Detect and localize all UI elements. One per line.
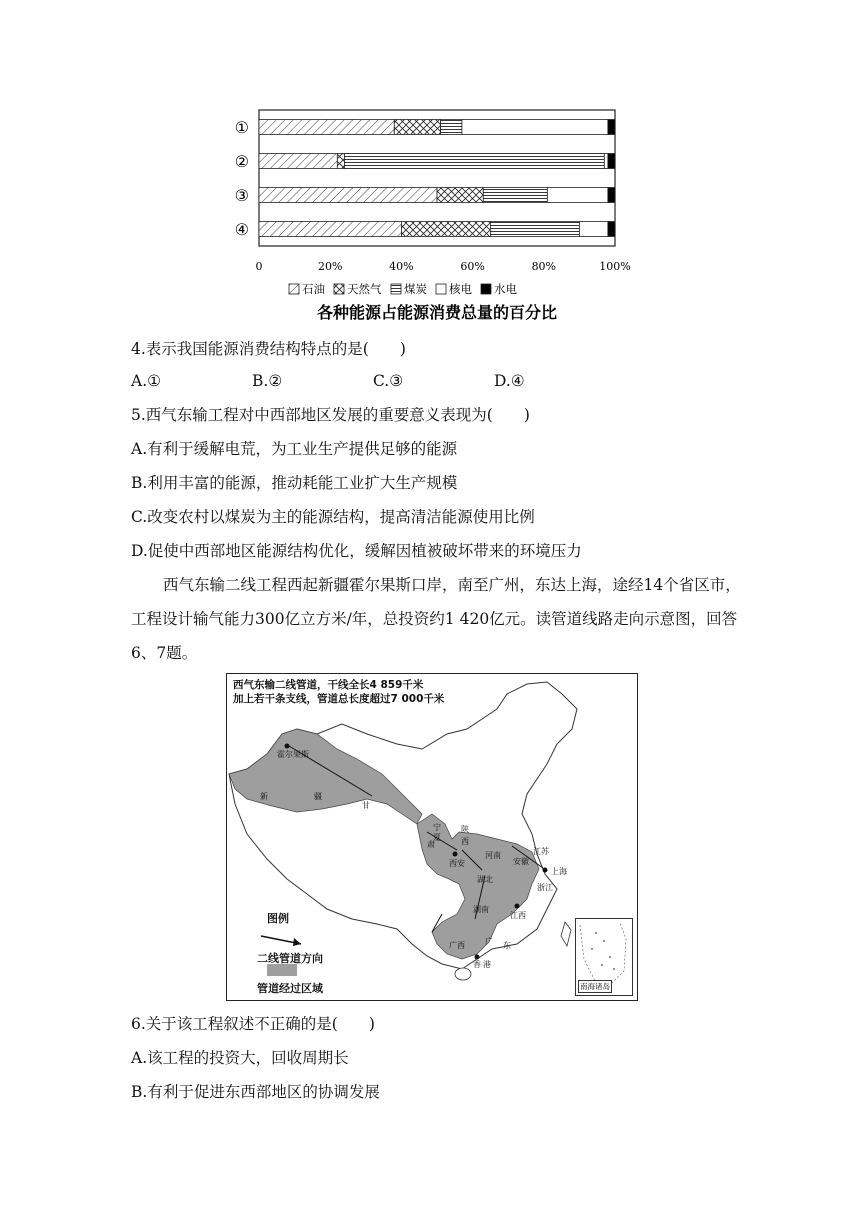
chart-bar-segment-5 bbox=[608, 120, 615, 135]
label-henan: 河南 bbox=[485, 851, 501, 860]
map-legend-area-label: 管道经过区域 bbox=[257, 982, 323, 995]
label-xiang: 香 bbox=[473, 960, 481, 969]
label-jiang: 疆 bbox=[314, 792, 322, 801]
label-hunan: 湖南 bbox=[473, 905, 489, 914]
chart-bar-segment-2 bbox=[401, 222, 490, 237]
question-4-stem: 4.表示我国能源消费结构特点的是( ) bbox=[131, 340, 406, 358]
chart-title: 各种能源占能源消费总量的百分比 bbox=[316, 303, 558, 322]
chart-legend-label: 石油 bbox=[302, 282, 325, 296]
chart-bar-segment-4 bbox=[579, 222, 607, 237]
inset-label: 南海诸岛 bbox=[580, 982, 610, 991]
chart-svg bbox=[224, 104, 644, 326]
chart-x-tick-label: 60% bbox=[460, 260, 485, 273]
label-huoerguosi: 霍尔果斯 bbox=[277, 750, 309, 759]
question-4-option-b[interactable]: B.② bbox=[252, 372, 283, 390]
question-5-option-a[interactable]: A.有利于缓解电荒，为工业生产提供足够的能源 bbox=[131, 440, 458, 458]
question-4-option-d[interactable]: D.④ bbox=[494, 372, 525, 390]
chart-x-tick-label: 20% bbox=[317, 260, 343, 273]
question-5-option-c[interactable]: C.改变农村以煤炭为主的能源结构，提高清洁能源使用比例 bbox=[131, 508, 535, 526]
label-anhui: 安徽 bbox=[513, 857, 529, 866]
chart-bar-segment-5 bbox=[608, 188, 615, 203]
chart-legend-swatch bbox=[391, 284, 401, 294]
chart-bar-segment-1 bbox=[259, 154, 337, 169]
chart-bar-segment-2 bbox=[437, 188, 483, 203]
label-shaan: 陕 bbox=[461, 825, 469, 834]
chart-legend-label: 煤炭 bbox=[404, 282, 427, 296]
question-5-option-b[interactable]: B.利用丰富的能源，推动耗能工业扩大生产规模 bbox=[131, 474, 458, 492]
chart-bar-segment-3 bbox=[483, 188, 547, 203]
label-xi: 西 bbox=[461, 837, 469, 846]
question-6-stem: 6.关于该工程叙述不正确的是( ) bbox=[131, 1015, 375, 1033]
label-xian: 西安 bbox=[449, 859, 465, 868]
chart-legend-label: 水电 bbox=[494, 282, 517, 296]
chart-legend-swatch bbox=[289, 284, 299, 294]
south-china-sea-inset bbox=[575, 918, 633, 996]
question-4-option-c[interactable]: C.③ bbox=[373, 372, 404, 390]
question-5-option-d[interactable]: D.促使中西部地区能源结构优化，缓解因植被破坏带来的环境压力 bbox=[131, 542, 582, 560]
chart-category-label: ① bbox=[234, 118, 249, 137]
chart-bar-segment-5 bbox=[608, 154, 615, 169]
map-title-line-2: 加上若干条支线，管道总长度超过7 000千米 bbox=[233, 693, 445, 705]
label-guangxi: 广西 bbox=[449, 941, 465, 950]
chart-legend-swatch bbox=[436, 284, 446, 294]
question-6-option-b[interactable]: B.有利于促进东西部地区的协调发展 bbox=[131, 1083, 380, 1101]
chart-category-label: ④ bbox=[234, 220, 249, 239]
label-su: 肃 bbox=[427, 840, 435, 849]
chart-bar-segment-4 bbox=[547, 188, 608, 203]
map-title-line-1: 西气东输二线管道，干线全长4 859千米 bbox=[233, 679, 424, 691]
label-guang: 广 bbox=[485, 937, 493, 946]
map-legend-title: 图例 bbox=[267, 912, 289, 925]
label-ning: 宁 bbox=[433, 823, 441, 832]
taiwan-island bbox=[561, 922, 571, 946]
label-gang: 港 bbox=[483, 960, 491, 969]
label-jiangsu: 江苏 bbox=[533, 847, 549, 856]
chart-bar-segment-1 bbox=[259, 188, 437, 203]
label-xia: 夏 bbox=[433, 833, 441, 842]
question-4-option-a[interactable]: A.① bbox=[131, 372, 162, 390]
label-hubei: 湖北 bbox=[477, 875, 493, 884]
chart-bar-segment-5 bbox=[608, 222, 615, 237]
chart-bar-segment-3 bbox=[441, 120, 462, 135]
chart-x-tick-label: 80% bbox=[531, 260, 557, 273]
chart-x-tick-label: 100% bbox=[599, 260, 631, 273]
energy-consumption-chart bbox=[224, 104, 644, 326]
label-gan: 甘 bbox=[362, 801, 370, 810]
reading-passage: 西气东输二线工程西起新疆霍尔果斯口岸，南至广州，东达上海，途经14个省区市，工程设计输气能力300亿立方米/年，总投资约1 420亿元。读管道线路走向示意图，回答6、7题。 bbox=[131, 576, 741, 662]
chart-bar-segment-1 bbox=[259, 120, 394, 135]
chart-bar-segment-3 bbox=[490, 222, 579, 237]
chart-bar-segment-2 bbox=[394, 120, 440, 135]
label-shanghai: 上海 bbox=[551, 867, 567, 876]
chart-legend-label: 核电 bbox=[449, 282, 472, 296]
chart-bar-segment-3 bbox=[344, 154, 604, 169]
chart-category-label: ③ bbox=[234, 186, 249, 205]
hainan-island bbox=[455, 968, 471, 980]
label-zhejiang: 浙江 bbox=[537, 883, 553, 892]
pipeline-map bbox=[226, 673, 638, 1001]
chart-category-label: ② bbox=[234, 152, 249, 171]
question-6-option-a[interactable]: A.该工程的投资大，回收周期长 bbox=[131, 1049, 349, 1067]
chart-legend-label: 天然气 bbox=[347, 282, 382, 296]
chart-bar-segment-1 bbox=[259, 222, 401, 237]
chart-x-tick-label: 0 bbox=[255, 260, 263, 273]
chart-bar-segment-4 bbox=[462, 120, 608, 135]
label-jiangxi: 江西 bbox=[510, 911, 526, 920]
label-dong: 东 bbox=[503, 941, 511, 950]
chart-bar-segment-4 bbox=[604, 154, 608, 169]
chart-legend-swatch bbox=[334, 284, 344, 294]
chart-x-tick-label: 40% bbox=[389, 260, 414, 273]
map-legend-arrow-label: 二线管道方向 bbox=[257, 952, 323, 965]
question-5-stem: 5.西气东输工程对中西部地区发展的重要意义表现为( ) bbox=[131, 406, 530, 424]
chart-bar-segment-2 bbox=[337, 154, 344, 169]
label-xin: 新 bbox=[260, 792, 268, 801]
chart-legend-swatch bbox=[481, 284, 491, 294]
